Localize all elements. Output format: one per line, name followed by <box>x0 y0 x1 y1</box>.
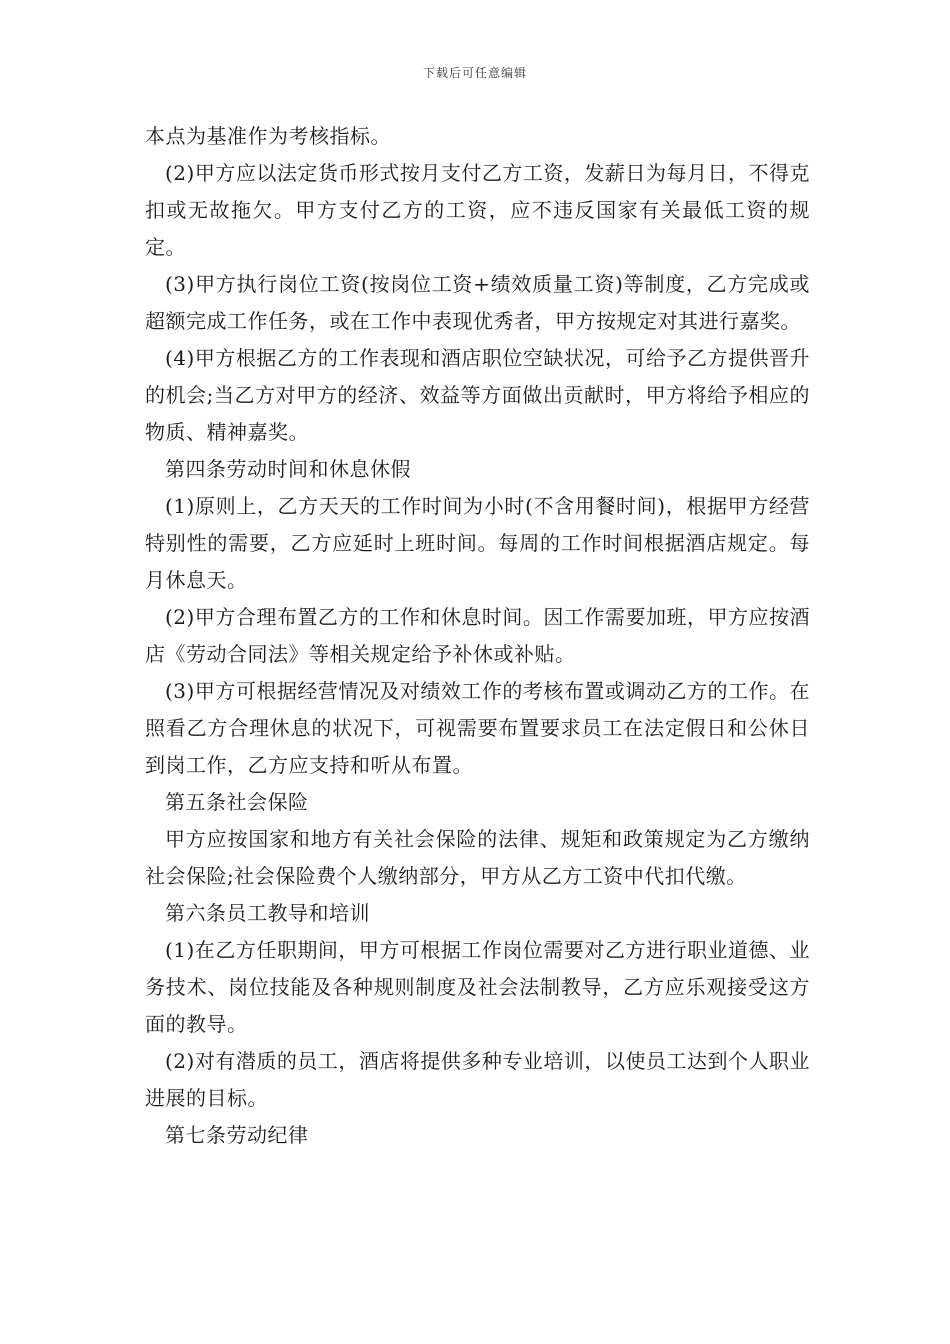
paragraph: (1)原则上，乙方天天的工作时间为小时(不含用餐时间)，根据甲方经营特别性的需要，乙方应延时上班时间。每周的工作时间根据酒店规定。每月休息天。 <box>145 494 810 592</box>
paragraph: (2)甲方合理布置乙方的工作和休息时间。因工作需要加班，甲方应按酒店《劳动合同法》等相关规定给予补休或补贴。 <box>145 605 810 666</box>
page-header: 下载后可任意编辑 <box>422 66 527 80</box>
paragraph: 甲方应按国家和地方有关社会保险的法律、规矩和政策规定为乙方缴纳社会保险;社会保险费个人缴纳部分，甲方从乙方工资中代扣代缴。 <box>145 827 810 888</box>
paragraph: (2)甲方应以法定货币形式按月支付乙方工资，发薪日为每月日，不得克扣或无故拖欠。甲方支付乙方的工资，应不违反国家有关最低工资的规定。 <box>145 161 810 259</box>
section-heading: 第七条劳动纪律 <box>165 1123 309 1147</box>
section-heading: 第五条社会保险 <box>165 790 309 814</box>
paragraph: (2)对有潜质的员工，酒店将提供多种专业培训，以使员工达到个人职业进展的目标。 <box>145 1049 810 1110</box>
section-heading: 第四条劳动时间和休息休假 <box>165 457 411 481</box>
document-body <box>145 118 810 1154</box>
paragraph: (1)在乙方任职期间，甲方可根据工作岗位需要对乙方进行职业道德、业务技术、岗位技能及各种规则制度及社会法制教导，乙方应乐观接受这方面的教导。 <box>145 938 810 1036</box>
paragraph: (4)甲方根据乙方的工作表现和酒店职位空缺状况，可给予乙方提供晋升的机会;当乙方对甲方的经济、效益等方面做出贡献时，甲方将给予相应的物质、精神嘉奖。 <box>145 346 810 444</box>
paragraph: (3)甲方执行岗位工资(按岗位工资+绩效质量工资)等制度，乙方完成或超额完成工作任务，或在工作中表现优秀者，甲方按规定对其进行嘉奖。 <box>145 272 810 333</box>
paragraph: 本点为基准作为考核指标。 <box>145 124 391 148</box>
paragraph: (3)甲方可根据经营情况及对绩效工作的考核布置或调动乙方的工作。在照看乙方合理休息的状况下，可视需要布置要求员工在法定假日和公休日到岗工作，乙方应支持和听从布置。 <box>145 679 810 777</box>
section-heading: 第六条员工教导和培训 <box>165 901 370 925</box>
